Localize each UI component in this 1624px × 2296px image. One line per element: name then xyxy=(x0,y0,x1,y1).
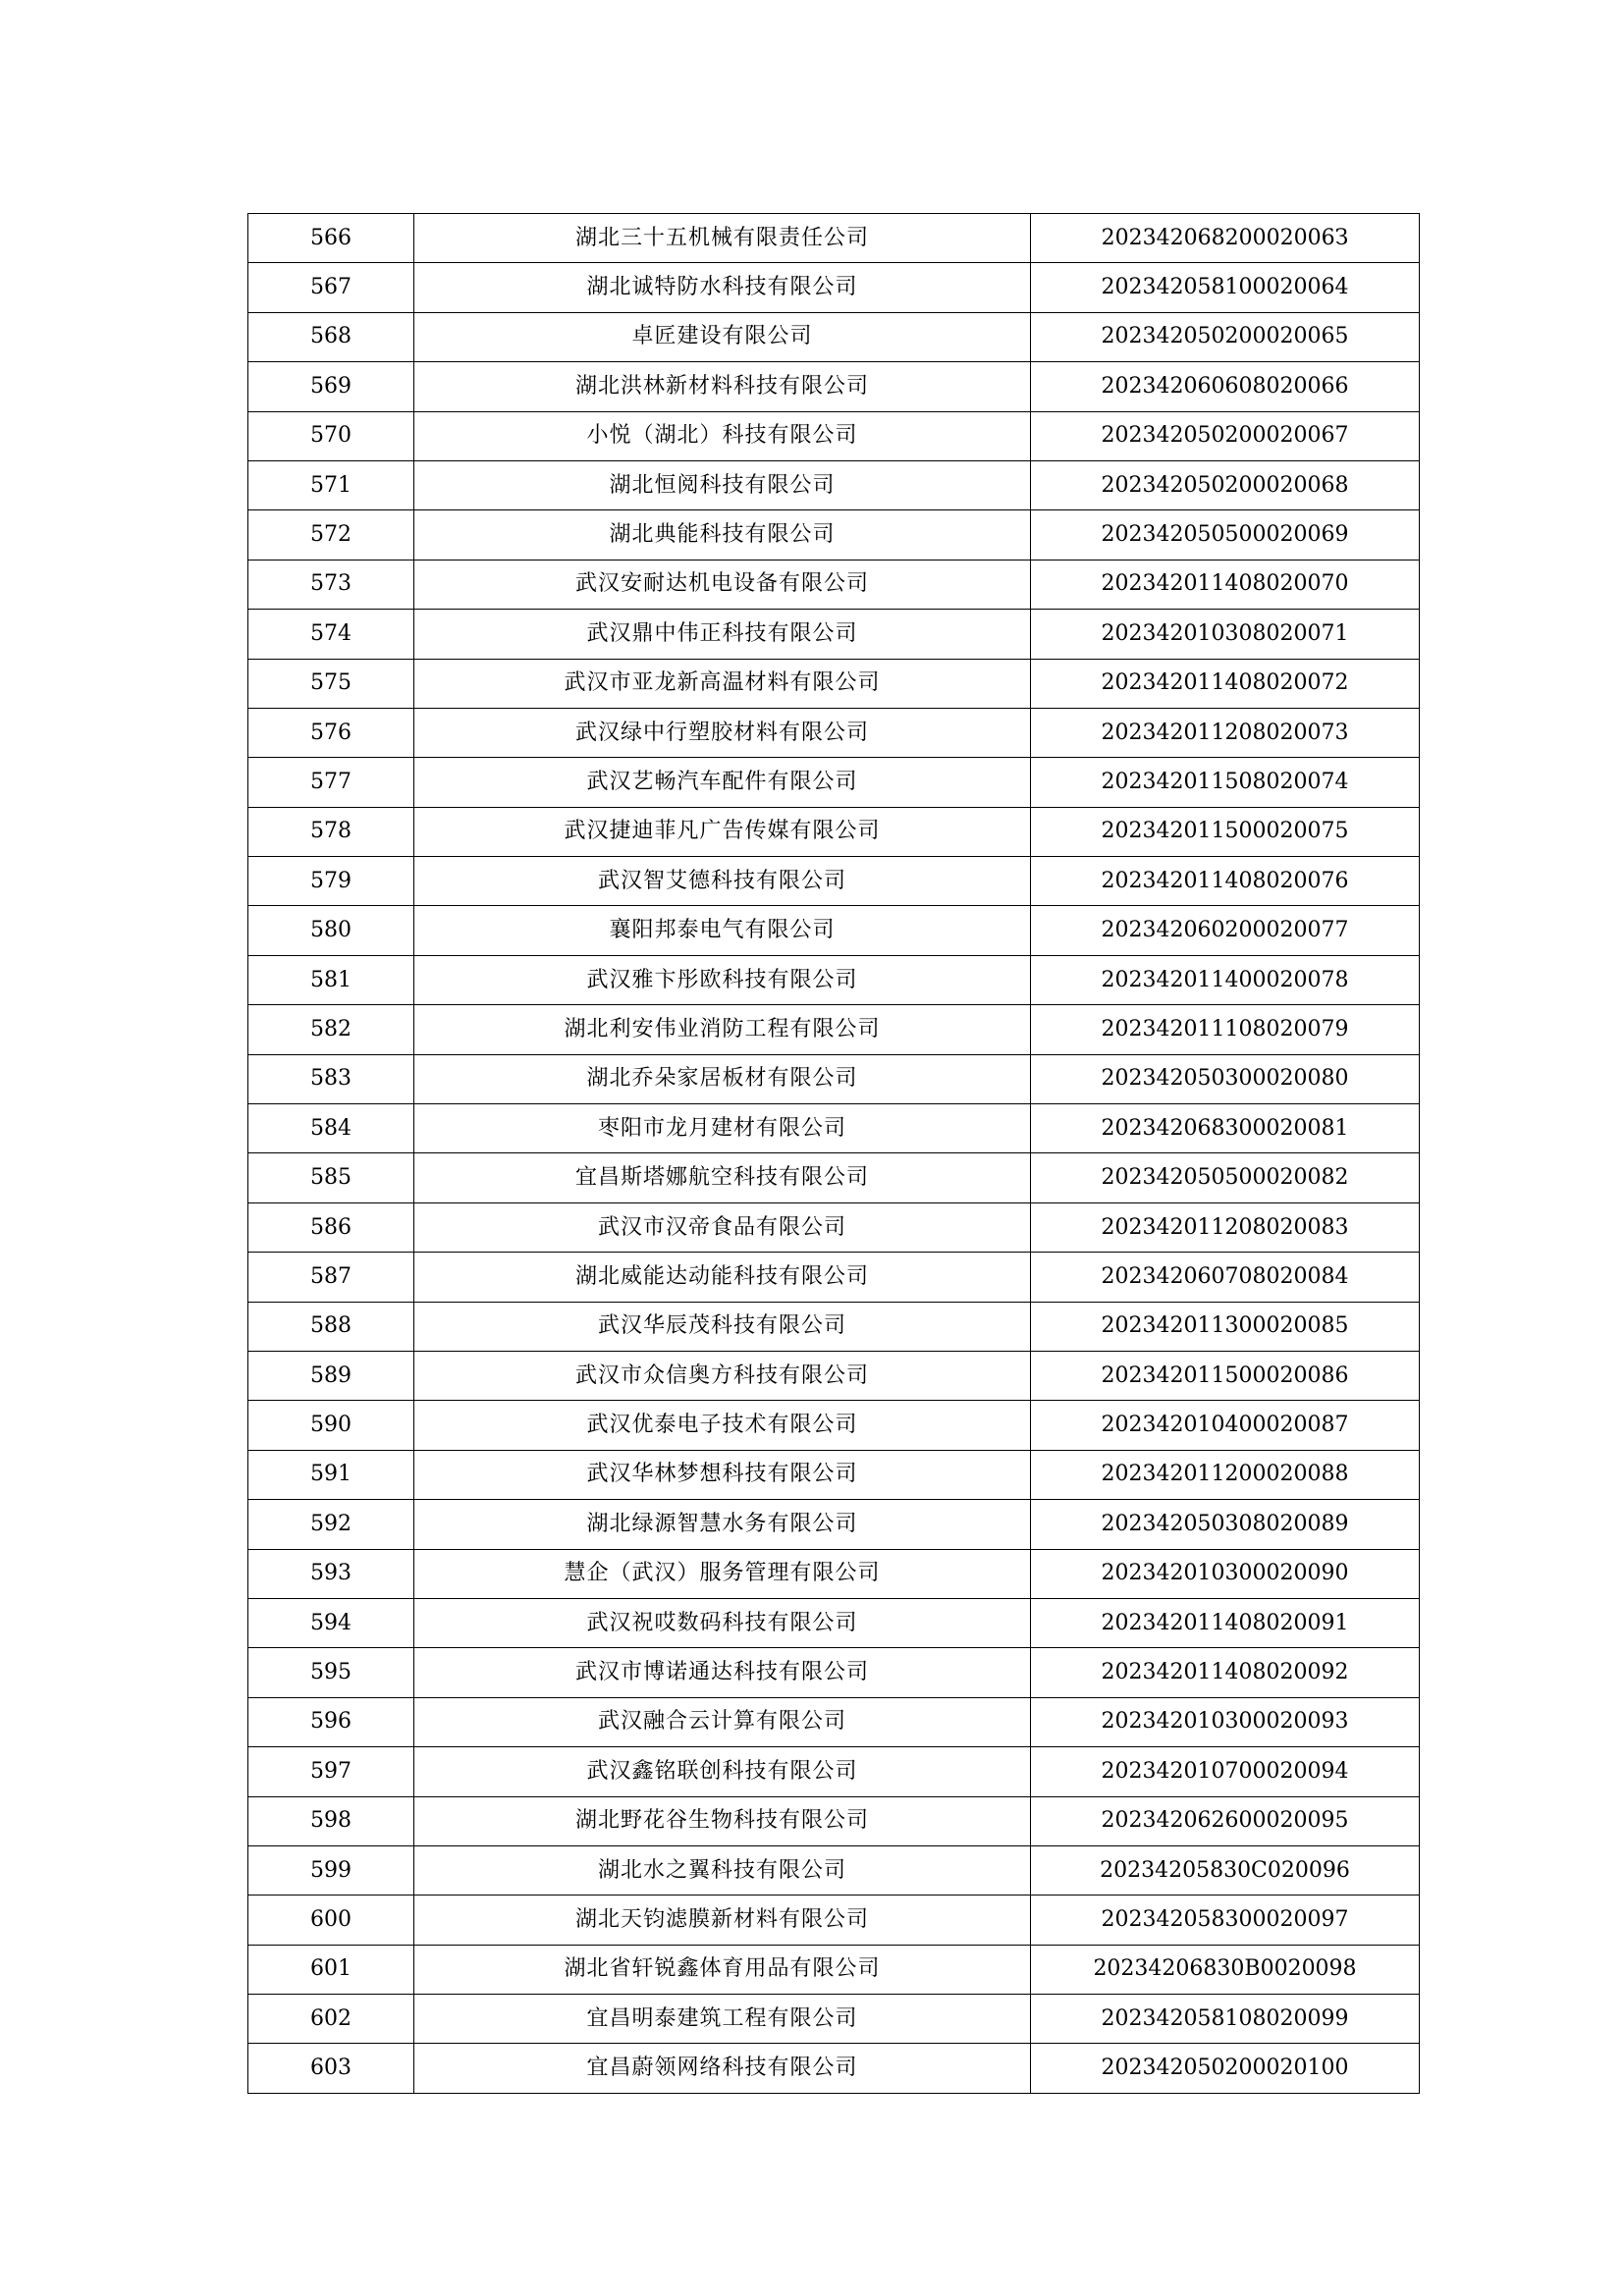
registration-code-cell: 202342050300020080 xyxy=(1031,1054,1420,1103)
row-index-cell: 574 xyxy=(248,610,414,659)
registration-code-cell: 202342011200020088 xyxy=(1031,1450,1420,1499)
registration-code-cell: 202342050500020082 xyxy=(1031,1153,1420,1202)
registration-code-cell: 202342011500020075 xyxy=(1031,807,1420,856)
row-index-cell: 594 xyxy=(248,1598,414,1647)
table-row xyxy=(248,807,1420,856)
row-index-cell: 602 xyxy=(248,1995,414,2044)
registration-code-cell: 202342011208020083 xyxy=(1031,1202,1420,1252)
registration-code-cell: 202342050308020089 xyxy=(1031,1500,1420,1549)
table-row xyxy=(248,460,1420,509)
registration-code-cell: 202342050200020068 xyxy=(1031,460,1420,509)
registration-code-cell: 202342050500020069 xyxy=(1031,510,1420,560)
company-name-cell: 武汉市众信奥方科技有限公司 xyxy=(414,1351,1031,1400)
company-name-cell: 湖北利安伟业消防工程有限公司 xyxy=(414,1005,1031,1054)
row-index-cell: 595 xyxy=(248,1648,414,1697)
company-name-cell: 枣阳市龙月建材有限公司 xyxy=(414,1104,1031,1153)
company-name-cell: 湖北典能科技有限公司 xyxy=(414,510,1031,560)
company-name-cell: 湖北野花谷生物科技有限公司 xyxy=(414,1796,1031,1845)
table-row xyxy=(248,1253,1420,1302)
row-index-cell: 600 xyxy=(248,1896,414,1945)
company-name-cell: 湖北威能达动能科技有限公司 xyxy=(414,1253,1031,1302)
row-index-cell: 589 xyxy=(248,1351,414,1400)
registration-code-cell: 202342062600020095 xyxy=(1031,1796,1420,1845)
table-row xyxy=(248,560,1420,609)
company-name-cell: 宜昌蔚领网络科技有限公司 xyxy=(414,2044,1031,2093)
company-name-cell: 武汉鼎中伟正科技有限公司 xyxy=(414,610,1031,659)
registration-code-cell: 20234206820002006З xyxy=(1031,214,1420,263)
company-name-cell: 武汉雅卞彤欧科技有限公司 xyxy=(414,955,1031,1004)
company-name-cell: 湖北诚特防水科技有限公司 xyxy=(414,263,1031,312)
registration-code-cell: 202342011400020078 xyxy=(1031,955,1420,1004)
registration-code-cell: 202342011108020079 xyxy=(1031,1005,1420,1054)
row-index-cell: 587 xyxy=(248,1253,414,1302)
table-row xyxy=(248,1202,1420,1252)
company-name-cell: 湖北水之翼科技有限公司 xyxy=(414,1845,1031,1895)
table-row xyxy=(248,1401,1420,1450)
registration-code-cell: 20234205830C020096 xyxy=(1031,1845,1420,1895)
row-index-cell: 580 xyxy=(248,906,414,955)
company-name-cell: 湖北绿源智慧水务有限公司 xyxy=(414,1500,1031,1549)
company-name-cell: 湖北三十五机械有限责任公司 xyxy=(414,214,1031,263)
registration-code-cell: 202342011408020076 xyxy=(1031,857,1420,906)
row-index-cell: 566 xyxy=(248,214,414,263)
row-index-cell: 603 xyxy=(248,2044,414,2093)
table-row xyxy=(248,1351,1420,1400)
company-name-cell: 湖北天钧滤膜新材料有限公司 xyxy=(414,1896,1031,1945)
company-name-cell: 湖北乔朵家居板材有限公司 xyxy=(414,1054,1031,1103)
row-index-cell: 584 xyxy=(248,1104,414,1153)
row-index-cell: 601 xyxy=(248,1945,414,1994)
table-row xyxy=(248,312,1420,361)
registration-code-cell: 202342058300020097 xyxy=(1031,1896,1420,1945)
registration-code-cell: 202342011300020085 xyxy=(1031,1302,1420,1351)
company-name-cell: 武汉安耐达机电设备有限公司 xyxy=(414,560,1031,609)
registration-code-cell: 202342010400020087 xyxy=(1031,1401,1420,1450)
company-name-cell: 武汉市亚龙新高温材料有限公司 xyxy=(414,659,1031,708)
table-row xyxy=(248,906,1420,955)
row-index-cell: 569 xyxy=(248,362,414,411)
row-index-cell: 578 xyxy=(248,807,414,856)
table-row xyxy=(248,955,1420,1004)
table-row xyxy=(248,362,1420,411)
row-index-cell: 596 xyxy=(248,1697,414,1746)
row-index-cell: 599 xyxy=(248,1845,414,1895)
table-body xyxy=(248,214,1420,2094)
registration-code-cell: 202342060200020077 xyxy=(1031,906,1420,955)
table-row xyxy=(248,510,1420,560)
company-name-cell: 武汉绿中行塑胶材料有限公司 xyxy=(414,708,1031,757)
row-index-cell: 575 xyxy=(248,659,414,708)
registration-code-cell: 202342011508020074 xyxy=(1031,758,1420,807)
table-row xyxy=(248,1995,1420,2044)
table-row xyxy=(248,1896,1420,1945)
table-row xyxy=(248,1845,1420,1895)
row-index-cell: 582 xyxy=(248,1005,414,1054)
row-index-cell: 590 xyxy=(248,1401,414,1450)
registration-code-cell: 202342010300020093 xyxy=(1031,1697,1420,1746)
row-index-cell: 591 xyxy=(248,1450,414,1499)
registration-code-cell: 202342011208020073 xyxy=(1031,708,1420,757)
registration-code-cell: 202342011500020086 xyxy=(1031,1351,1420,1400)
row-index-cell: 597 xyxy=(248,1747,414,1796)
registration-code-cell: 202342068300020081 xyxy=(1031,1104,1420,1153)
company-name-cell: 武汉华辰茂科技有限公司 xyxy=(414,1302,1031,1351)
company-name-cell: 武汉鑫铭联创科技有限公司 xyxy=(414,1747,1031,1796)
row-index-cell: 576 xyxy=(248,708,414,757)
company-name-cell: 武汉市博诺通达科技有限公司 xyxy=(414,1648,1031,1697)
registration-code-cell: 202342010700020094 xyxy=(1031,1747,1420,1796)
row-index-cell: 577 xyxy=(248,758,414,807)
company-name-cell: 武汉祝哎数码科技有限公司 xyxy=(414,1598,1031,1647)
row-index-cell: 573 xyxy=(248,560,414,609)
company-name-cell: 湖北洪林新材料科技有限公司 xyxy=(414,362,1031,411)
company-name-cell: 慧企（武汉）服务管理有限公司 xyxy=(414,1549,1031,1598)
row-index-cell: 583 xyxy=(248,1054,414,1103)
table-row xyxy=(248,411,1420,460)
company-name-cell: 武汉市汉帝食品有限公司 xyxy=(414,1202,1031,1252)
company-name-cell: 武汉智艾德科技有限公司 xyxy=(414,857,1031,906)
row-index-cell: 568 xyxy=(248,312,414,361)
table-row xyxy=(248,659,1420,708)
registration-code-cell: 202342060608020066 xyxy=(1031,362,1420,411)
table-row xyxy=(248,1500,1420,1549)
table-row xyxy=(248,1450,1420,1499)
table-row xyxy=(248,1747,1420,1796)
table-row xyxy=(248,1153,1420,1202)
table-row xyxy=(248,1549,1420,1598)
registration-code-cell: 202342060708020084 xyxy=(1031,1253,1420,1302)
company-name-cell: 武汉捷迪菲凡广告传媒有限公司 xyxy=(414,807,1031,856)
table-row xyxy=(248,263,1420,312)
table-row xyxy=(248,610,1420,659)
company-name-cell: 武汉艺畅汽车配件有限公司 xyxy=(414,758,1031,807)
company-name-cell: 武汉优泰电子技术有限公司 xyxy=(414,1401,1031,1450)
row-index-cell: 598 xyxy=(248,1796,414,1845)
registration-code-cell: 202342011408020070 xyxy=(1031,560,1420,609)
table-row xyxy=(248,1648,1420,1697)
row-index-cell: 567 xyxy=(248,263,414,312)
table-row xyxy=(248,2044,1420,2093)
table-row xyxy=(248,1697,1420,1746)
row-index-cell: 571 xyxy=(248,460,414,509)
row-index-cell: 593 xyxy=(248,1549,414,1598)
table-row xyxy=(248,758,1420,807)
company-registration-table xyxy=(247,213,1420,2094)
company-name-cell: 卓匠建设有限公司 xyxy=(414,312,1031,361)
table-row xyxy=(248,1005,1420,1054)
table-row xyxy=(248,1104,1420,1153)
registration-code-cell: 20234206830B0020098 xyxy=(1031,1945,1420,1994)
registration-code-cell: 202342058100020064 xyxy=(1031,263,1420,312)
company-name-cell: 小悦（湖北）科技有限公司 xyxy=(414,411,1031,460)
registration-code-cell: 202342050200020100 xyxy=(1031,2044,1420,2093)
registration-code-cell: 202342058108020099 xyxy=(1031,1995,1420,2044)
company-name-cell: 湖北恒阅科技有限公司 xyxy=(414,460,1031,509)
row-index-cell: 579 xyxy=(248,857,414,906)
registration-code-cell: 202342011408020072 xyxy=(1031,659,1420,708)
table-row xyxy=(248,1302,1420,1351)
company-name-cell: 宜昌斯塔娜航空科技有限公司 xyxy=(414,1153,1031,1202)
table-row xyxy=(248,1945,1420,1994)
registration-code-cell: 202342010308020071 xyxy=(1031,610,1420,659)
table-row xyxy=(248,1598,1420,1647)
company-name-cell: 襄阳邦泰电气有限公司 xyxy=(414,906,1031,955)
table-row xyxy=(248,708,1420,757)
row-index-cell: 588 xyxy=(248,1302,414,1351)
company-name-cell: 湖北省轩锐鑫体育用品有限公司 xyxy=(414,1945,1031,1994)
table-row xyxy=(248,857,1420,906)
row-index-cell: 585 xyxy=(248,1153,414,1202)
registration-code-cell: 202342010300020090 xyxy=(1031,1549,1420,1598)
row-index-cell: 586 xyxy=(248,1202,414,1252)
registration-code-cell: 202342011408020092 xyxy=(1031,1648,1420,1697)
registration-code-cell: 202342011408020091 xyxy=(1031,1598,1420,1647)
company-name-cell: 武汉融合云计算有限公司 xyxy=(414,1697,1031,1746)
row-index-cell: 570 xyxy=(248,411,414,460)
row-index-cell: 572 xyxy=(248,510,414,560)
row-index-cell: 581 xyxy=(248,955,414,1004)
company-name-cell: 宜昌明泰建筑工程有限公司 xyxy=(414,1995,1031,2044)
table-row xyxy=(248,214,1420,263)
registration-code-cell: 202342050200020065 xyxy=(1031,312,1420,361)
row-index-cell: 592 xyxy=(248,1500,414,1549)
table-row xyxy=(248,1796,1420,1845)
table-row xyxy=(248,1054,1420,1103)
registration-code-cell: 202342050200020067 xyxy=(1031,411,1420,460)
company-name-cell: 武汉华林梦想科技有限公司 xyxy=(414,1450,1031,1499)
